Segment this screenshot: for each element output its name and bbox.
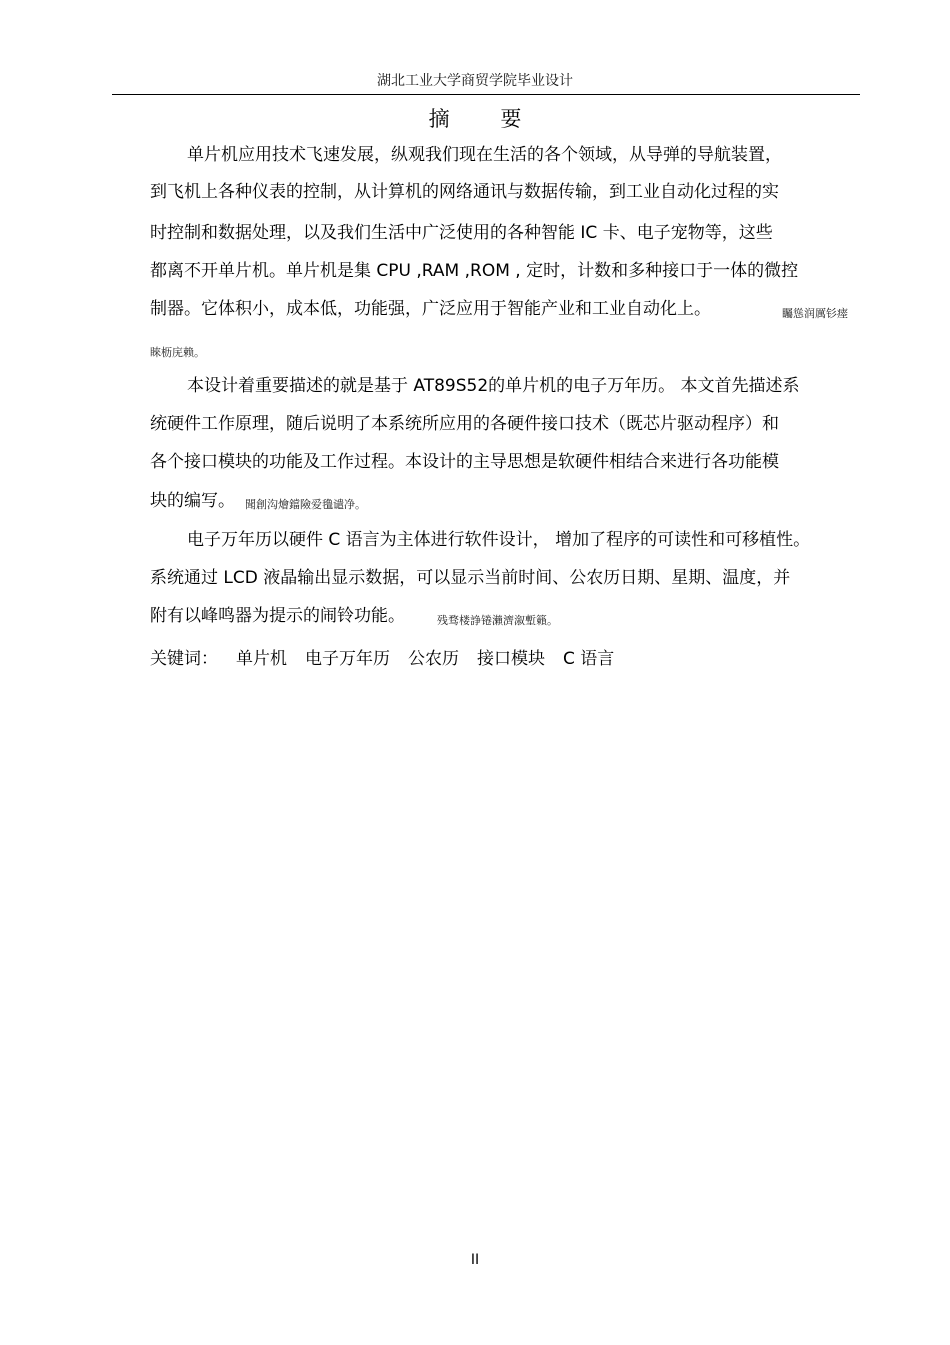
abstract-heading: 摘 要 <box>428 107 544 131</box>
garbled-fragment: 睞枥庑赖。 <box>150 346 205 359</box>
garbled-fragment: 残骛楼諍锩瀨濟溆塹籟。 <box>437 614 558 627</box>
header-title: 湖北工业大学商贸学院毕业设计 <box>377 73 573 89</box>
abstract-line: 电子万年历以硬件 C 语言为主体进行软件设计， 增加了程序的可读性和可移植性。 <box>187 530 811 550</box>
abstract-line: 附有以峰鸣器为提示的闹铃功能。 <box>150 606 405 626</box>
abstract-line: 单片机应用技术飞速发展，纵观我们现在生活的各个领域，从导弹的导航装置， <box>187 145 782 165</box>
keyword: 单片机 <box>236 649 287 669</box>
page-number: II <box>470 1252 480 1268</box>
keyword: 接口模块 <box>477 649 545 669</box>
abstract-line: 制器。它体积小，成本低，功能强，广泛应用于智能产业和工业自动化上。 <box>150 299 711 319</box>
abstract-line: 都离不开单片机。单片机是集 CPU ,RAM ,ROM , 定时，计数和多种接口于一体的微控 <box>150 261 799 281</box>
keywords-line <box>150 644 632 669</box>
abstract-line: 系统通过 LCD 液晶输出显示数据，可以显示当前时间、公农历日期、星期、温度，并 <box>150 568 791 588</box>
keyword: C 语言 <box>563 649 615 669</box>
keywords-label: 关键词： <box>150 649 218 669</box>
abstract-line: 时控制和数据处理，以及我们生活中广泛使用的各种智能 IC 卡、电子宠物等，这些 <box>150 223 773 243</box>
abstract-line: 到飞机上各种仪表的控制，从计算机的网络通讯与数据传输，到工业自动化过程的实 <box>150 182 779 202</box>
abstract-line: 各个接口模块的功能及工作过程。本设计的主导思想是软硬件相结合来进行各功能模 <box>150 452 779 472</box>
abstract-line: 统硬件工作原理，随后说明了本系统所应用的各硬件接口技术（既芯片驱动程序）和 <box>150 414 779 434</box>
abstract-line: 块的编写。 <box>150 491 235 511</box>
abstract-line: 本设计着重要描述的就是基于 AT89S52的单片机的电子万年历。 本文首先描述系 <box>187 376 800 396</box>
garbled-fragment: 聞創沟燴鐺險爱氇谴净。 <box>245 498 366 511</box>
garbled-fragment: 矚慫润厲钐瘗 <box>782 307 848 320</box>
keyword: 公农历 <box>408 649 459 669</box>
keyword: 电子万年历 <box>305 649 390 669</box>
header-divider <box>112 94 860 95</box>
